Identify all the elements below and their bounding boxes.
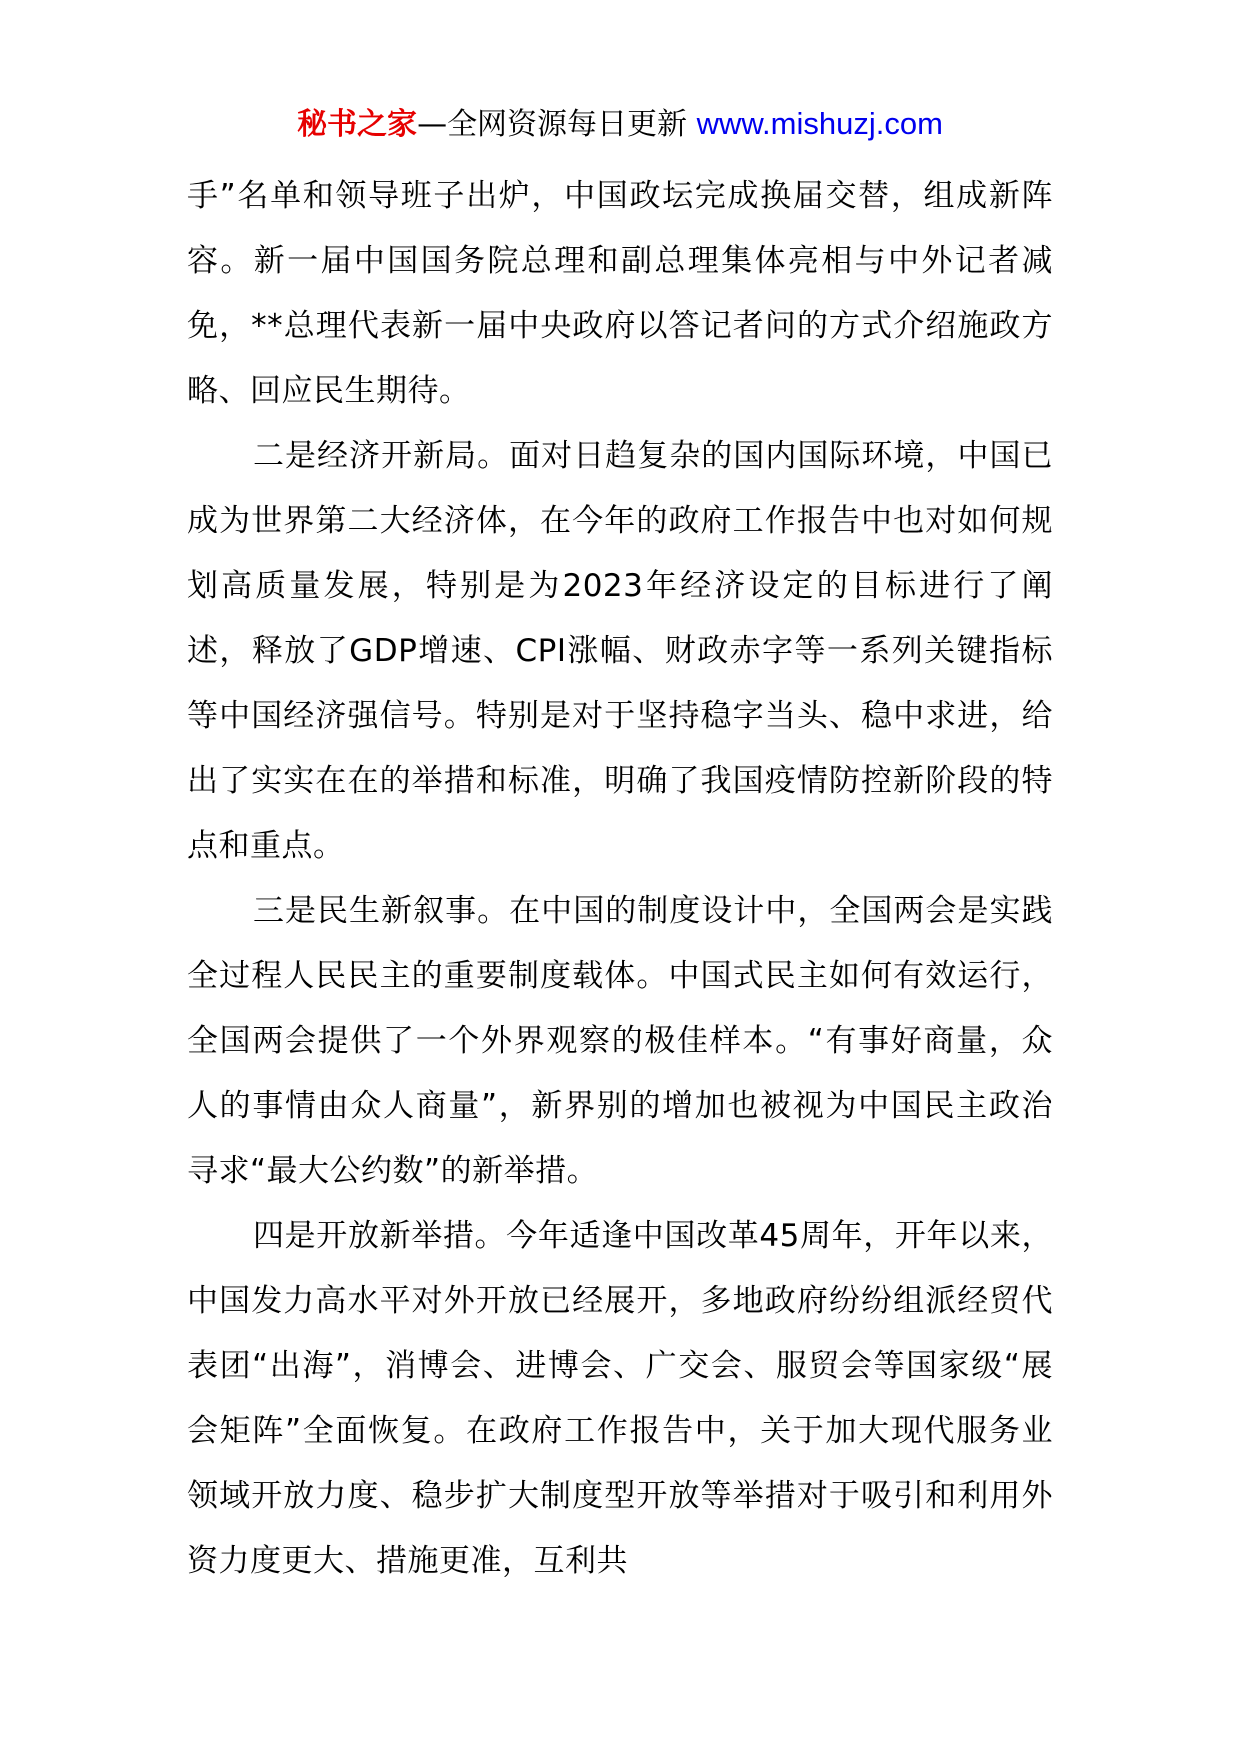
header-tagline: —全网资源每日更新 — [417, 107, 688, 142]
paragraph-opening-up: 四是开放新举措。今年适逢中国改革45周年，开年以来，中国发力高水平对外开放已经展开，多地政府纷纷组派经贸代表团“出海”，消博会、进博会、广交会、服贸会等国家级“展会矩阵”全面恢复。在政府工作报告中，关于加大现代服务业领域开放力度、稳步扩大制度型开放等举措对于吸引和利用外资力度更大、措施更准，互利共 — [187, 1218, 1053, 1579]
paragraph-livelihood: 三是民生新叙事。在中国的制度设计中，全国两会是实践全过程人民民主的重要制度载体。中国式民主如何有效运行，全国两会提供了一个外界观察的极佳样本。“有事好商量，众人的事情由众人商量”，新界别的增加也被视为中国民主政治寻求“最大公约数”的新举措。 — [187, 893, 1053, 1189]
brand-name: 秘书之家 — [297, 107, 418, 142]
site-url-link[interactable]: www.mishuzj.com — [696, 106, 943, 141]
document-body — [187, 164, 1053, 1594]
paragraph-economy: 二是经济开新局。面对日趋复杂的国内国际环境，中国已成为世界第二大经济体，在今年的政府工作报告中也对如何规划高质量发展，特别是为2023年经济设定的目标进行了阐述，释放了GDP增速、CPI涨幅、财政赤字等一系列关键指标等中国经济强信号。特别是对于坚持稳字当头、稳中求进，给出了实实在在的举措和标准，明确了我国疫情防控新阶段的特点和重点。 — [187, 438, 1053, 864]
page-header — [0, 100, 1240, 149]
paragraph-continuation: 手”名单和领导班子出炉，中国政坛完成换届交替，组成新阵容。新一届中国国务院总理和副总理集体亮相与中外记者减免，**总理代表新一届中央政府以答记者问的方式介绍施政方略、回应民生期待。 — [187, 178, 1053, 409]
